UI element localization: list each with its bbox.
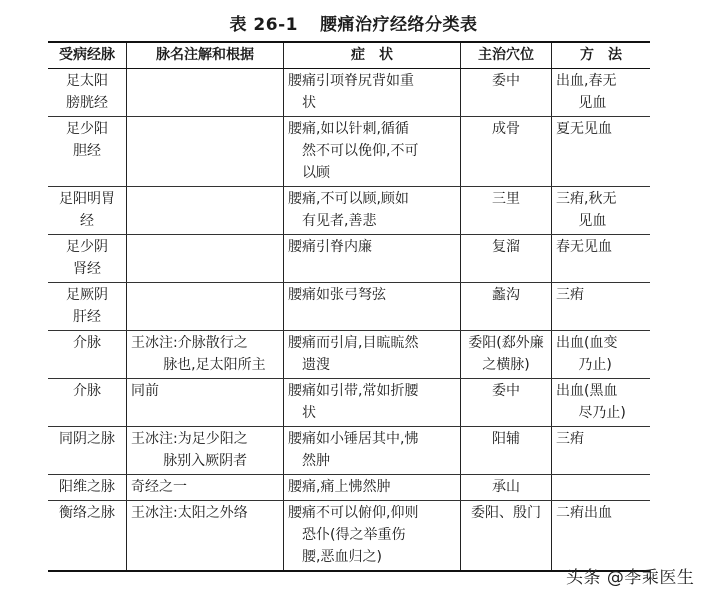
table-row [48, 331, 650, 379]
cell-line: 腰痛,痛上怫然肿 [288, 479, 391, 495]
cell-meridian [48, 379, 127, 427]
cell-line: 三痏,秋无 [556, 191, 617, 207]
cell-symptom [284, 475, 461, 501]
table-row [48, 283, 650, 331]
cell-note [127, 379, 284, 427]
cell-acupoint [461, 283, 552, 331]
table-caption [0, 10, 707, 35]
cell-line: 王冰注:为足少阳之 [131, 431, 248, 447]
cell-line: 腰,恶血归之) [302, 549, 382, 565]
cell-line: 奇经之一 [131, 479, 187, 495]
cell-line: 介脉 [73, 335, 101, 351]
cell-line: 尽乃止) [578, 405, 626, 421]
header-symptom: 症 状 [284, 42, 461, 69]
cell-acupoint [461, 475, 552, 501]
cell-meridian [48, 283, 127, 331]
cell-note [127, 283, 284, 331]
cell-line: 腰痛如引带,常如折腰 [288, 383, 419, 399]
cell-line: 三痏 [556, 431, 584, 447]
lumbago-meridian-table [48, 41, 650, 572]
table-title: 腰痛治疗经络分类表 [319, 15, 478, 35]
cell-method [552, 187, 651, 235]
cell-line: 腰痛引项脊尻背如重 [288, 73, 414, 89]
cell-line: 足厥阴 [66, 287, 108, 303]
cell-line: 出血,春无 [556, 73, 617, 89]
cell-line: 衡络之脉 [59, 505, 115, 521]
cell-note [127, 331, 284, 379]
cell-method [552, 117, 651, 187]
table-header-row [48, 42, 650, 69]
cell-line: 脉别入厥阴者 [163, 453, 248, 469]
cell-line: 状 [302, 95, 316, 111]
cell-line: 然肿 [302, 453, 330, 469]
cell-line: 腰痛,不可以顾,顾如 [288, 191, 409, 207]
cell-acupoint [461, 69, 552, 117]
cell-method [552, 427, 651, 475]
cell-acupoint [461, 117, 552, 187]
cell-symptom [284, 187, 461, 235]
header-acupoint: 主治穴位 [461, 42, 552, 69]
cell-meridian [48, 501, 127, 572]
cell-symptom [284, 379, 461, 427]
cell-method [552, 235, 651, 283]
cell-line: 足少阳 [66, 121, 108, 137]
cell-note [127, 187, 284, 235]
cell-symptom [284, 235, 461, 283]
cell-line: 腰痛如小锤居其中,怫 [288, 431, 419, 447]
cell-symptom [284, 117, 461, 187]
cell-line: 经 [80, 213, 94, 229]
cell-symptom [284, 283, 461, 331]
cell-line: 腰痛不可以俯仰,仰则 [288, 505, 419, 521]
cell-symptom [284, 501, 461, 572]
cell-line: 见血 [578, 213, 607, 229]
cell-line: 腰痛而引肩,目䀮䀮然 [288, 335, 419, 351]
cell-line: 同前 [131, 383, 159, 399]
cell-symptom [284, 427, 461, 475]
cell-acupoint [461, 331, 552, 379]
cell-note [127, 427, 284, 475]
cell-line: 然不可以俛仰,不可 [302, 143, 419, 159]
cell-line: 三痏 [556, 287, 584, 303]
header-meridian: 受病经脉 [48, 42, 127, 69]
cell-line: 委阳(郄外廉 [468, 335, 544, 351]
table-number: 表 26-1 [229, 15, 298, 35]
cell-line: 委中 [492, 73, 520, 89]
watermark: 头条 @李乘医生 [566, 568, 695, 588]
cell-line: 脉也,足太阳所主 [163, 357, 266, 373]
cell-line: 胆经 [73, 143, 101, 159]
table-row [48, 501, 650, 572]
cell-line: 乃止) [578, 357, 612, 373]
cell-line: 委中 [492, 383, 520, 399]
cell-acupoint [461, 379, 552, 427]
table-row [48, 235, 650, 283]
cell-line: 复溜 [492, 239, 520, 255]
cell-line: 出血(黑血 [556, 383, 618, 399]
cell-meridian [48, 117, 127, 187]
cell-acupoint [461, 427, 552, 475]
cell-line: 见血 [578, 95, 607, 111]
cell-method [552, 379, 651, 427]
cell-line: 足阳明胃 [59, 191, 115, 207]
table-row [48, 69, 650, 117]
cell-line: 膀胱经 [66, 95, 108, 111]
cell-line: 恐仆(得之举重伤 [302, 527, 406, 543]
cell-method [552, 283, 651, 331]
cell-meridian [48, 235, 127, 283]
cell-line: 王冰注:太阳之外络 [131, 505, 248, 521]
cell-note [127, 501, 284, 572]
cell-line: 腰痛,如以针刺,循循 [288, 121, 409, 137]
cell-line: 承山 [492, 479, 520, 495]
cell-symptom [284, 69, 461, 117]
cell-line: 介脉 [73, 383, 101, 399]
cell-line: 腰痛引脊内廉 [288, 239, 372, 255]
cell-method [552, 501, 651, 572]
cell-line: 以顾 [302, 165, 330, 181]
cell-meridian [48, 427, 127, 475]
cell-meridian [48, 331, 127, 379]
cell-line: 委阳、殷门 [471, 505, 541, 521]
table-row [48, 427, 650, 475]
cell-line: 王冰注:介脉散行之 [131, 335, 248, 351]
cell-line: 状 [302, 405, 316, 421]
cell-line: 之横脉) [482, 357, 530, 373]
cell-acupoint [461, 187, 552, 235]
cell-line: 三里 [492, 191, 520, 207]
cell-line: 春无见血 [556, 239, 612, 255]
cell-line: 夏无见血 [556, 121, 612, 137]
header-method: 方 法 [552, 42, 651, 69]
cell-line: 腰痛如张弓弩弦 [288, 287, 386, 303]
table-row [48, 379, 650, 427]
table-row [48, 187, 650, 235]
cell-symptom [284, 331, 461, 379]
table-row [48, 475, 650, 501]
cell-note [127, 117, 284, 187]
cell-line: 有见者,善悲 [302, 213, 377, 229]
cell-note [127, 69, 284, 117]
cell-line: 足少阴 [66, 239, 108, 255]
cell-line: 遗溲 [302, 357, 330, 373]
cell-meridian [48, 69, 127, 117]
cell-line: 出血(血变 [556, 335, 618, 351]
cell-note [127, 235, 284, 283]
cell-line: 肝经 [73, 309, 101, 325]
cell-line: 阳维之脉 [59, 479, 115, 495]
cell-line: 同阴之脉 [59, 431, 115, 447]
table-row [48, 117, 650, 187]
cell-method [552, 331, 651, 379]
cell-method [552, 475, 651, 501]
cell-note [127, 475, 284, 501]
cell-method [552, 69, 651, 117]
cell-acupoint [461, 501, 552, 572]
cell-line: 成骨 [492, 121, 520, 137]
cell-meridian [48, 187, 127, 235]
cell-line: 蠡沟 [492, 287, 520, 303]
header-note: 脉名注解和根据 [127, 42, 284, 69]
table-body [48, 69, 650, 572]
cell-acupoint [461, 235, 552, 283]
cell-line: 足太阳 [66, 73, 108, 89]
cell-line: 肾经 [73, 261, 101, 277]
cell-line: 二痏出血 [556, 505, 612, 521]
cell-meridian [48, 475, 127, 501]
cell-line: 阳辅 [492, 431, 520, 447]
